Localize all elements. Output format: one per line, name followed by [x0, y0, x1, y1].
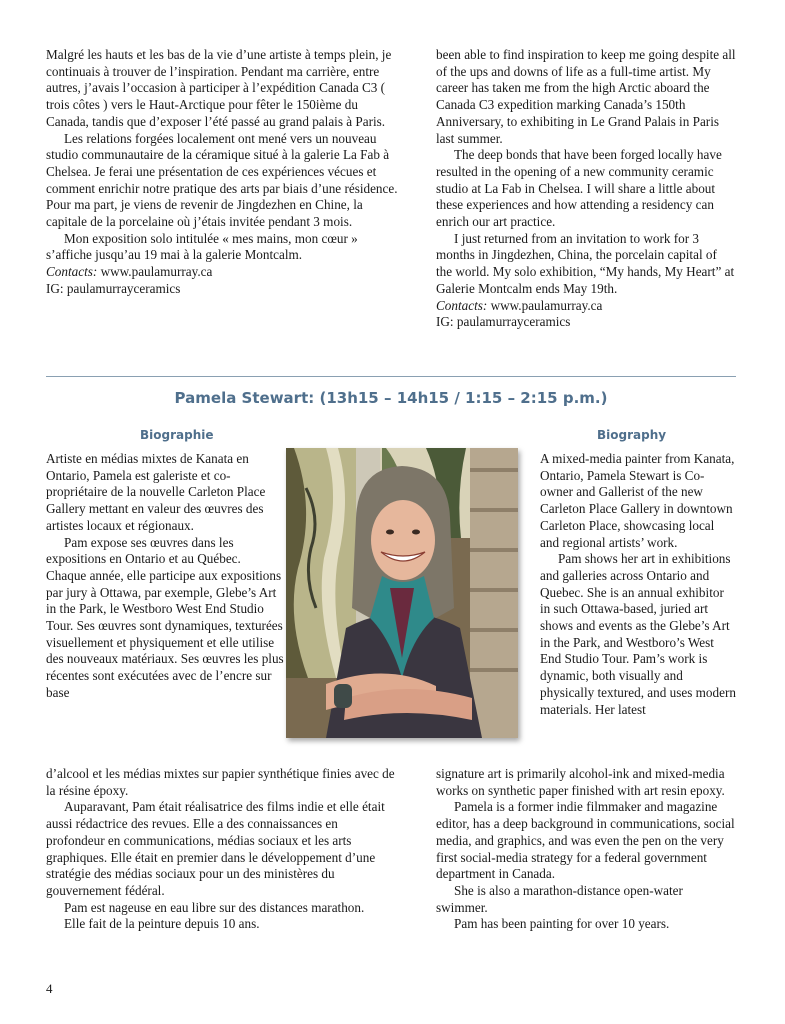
paragraph: Auparavant, Pam était réalisatrice des films indie et elle était aussi rédactrice des revues. Elle a des connaissances en profondeur en communications, médias sociaux et les arts graphiques. Elle était en premier dans le développement d’une stratégie des médias sociaux pour un des ministères du gouvernement fédéral. [46, 799, 385, 898]
paragraph: A mixed-media painter from Kanata, Ontario, Pamela Stewart is Co-owner and Gallerist of the new Carleton Place Gallery in downtown Carleton Place, showcasing local and regional artists’ work. [540, 451, 735, 550]
biography-heading-french: Biographie [140, 428, 214, 442]
paragraph: Pam has been painting for over 10 years. [454, 916, 670, 932]
paragraph: Pamela is a former indie filmmaker and magazine editor, has a deep background in communications, social media, and graphics, and was even the pen on the very first social-media strategy for a federal government department in Canada. [436, 799, 735, 882]
instagram-line: IG: paulamurrayceramics [46, 280, 181, 296]
contacts-link[interactable]: www.paulamurray.ca [490, 297, 603, 313]
paragraph: Pam shows her art in exhibitions and galleries across Ontario and Quebec. She is an annual exhibitor in such Ottawa-based, juried art shows and events as the Glebe’s Art in the Park, and Westboro’s West End Studio Tour. Pam’s work is dynamic, both visually and physically textured, and uses modern materials. Her latest [540, 551, 736, 717]
contacts-line [436, 298, 736, 315]
portrait-illustration [286, 448, 518, 738]
contacts-line [46, 264, 398, 281]
paragraph-continued: signature art is primarily alcohol-ink and mixed-media works on synthetic paper finished with art resin epoxy. [436, 766, 725, 798]
paragraph: Pam expose ses œuvres dans les expositions en Ontario et au Québec. Chaque année, elle participe aux expositions par jury à Ottawa, par exemple, Glebe’s Art in the Park, le Westboro West End Studio Tour. Ses œuvres sont dynamiques, texturées visuellement et physiquement et elle utilise des nouveaux matériaux. Ses œuvres les plus récentes sont exécutées avec de l’encre sur base [46, 534, 284, 700]
section-divider [46, 376, 736, 377]
instagram-line: IG: paulamurrayceramics [436, 314, 571, 330]
paragraph: been able to find inspiration to keep me going despite all of the ups and downs of life as a full-time artist. My career has taken me from the high Arctic aboard the Canada C3 expedition marking Canada’s 150th Anniversary, to exhibiting in Le Grand Palais in Paris last summer. [436, 47, 736, 146]
page-number: 4 [46, 981, 53, 996]
french-bio-wide [46, 766, 396, 933]
paragraph: Pam est nageuse en eau libre sur des distances marathon. [64, 899, 365, 915]
paragraph: Mon exposition solo intitulée « mes mains, mon cœur » s’affiche jusqu’au 19 mai à la galerie Montcalm. [46, 230, 358, 263]
contacts-label: Contacts: [46, 264, 98, 280]
english-bio-wide [436, 766, 736, 933]
top-right-column [436, 47, 736, 331]
paragraph: Elle fait de la peinture depuis 10 ans. [64, 916, 260, 932]
paragraph: I just returned from an invitation to work for 3 months in Jingdezhen, China, the porcelain capital of the world. My solo exhibition, “My hands, My Heart” at Galerie Montcalm ends May 19th. [436, 230, 735, 296]
contacts-label: Contacts: [436, 297, 488, 313]
french-bio-narrow [46, 451, 284, 702]
paragraph: Les relations forgées localement ont mené vers un nouveau studio communautaire de la céramique situé à la galerie La Fab à Chelsea. Je ferai une présentation de ces expériences vécues et comment enrichir notre pratique des arts par biais d’une résidence. Pour ma part, je viens de revenir de Jingdezhen en Chine, la capitale de la porcelaine où j’étais invitée pendant 3 mois. [46, 130, 398, 230]
session-title: Pamela Stewart: (13h15 – 14h15 / 1:15 – 2:15 p.m.) [174, 389, 608, 407]
english-bio-narrow [540, 451, 736, 718]
paragraph: Malgré les hauts et les bas de la vie d’une artiste à temps plein, je continuais à trouver de l’inspiration. Pendant ma carrière, entre autres, j’avais l’occasion à participer à l’expédition Canada C3 ( trois côtes ) vers le Haut-Arctique pour fêter le 150ième du Canada, tandis que d’exposer l’été passé au grand palais à Paris. [46, 47, 392, 129]
paragraph: Artiste en médias mixtes de Kanata en Ontario, Pamela est galeriste et co-propriétaire de la nouvelle Carleton Place Gallery mettant en valeur des œuvres des artistes locaux et régionaux. [46, 451, 266, 533]
top-left-column [46, 47, 398, 298]
contacts-link[interactable]: www.paulamurray.ca [100, 264, 213, 280]
paragraph: The deep bonds that have been forged locally have resulted in the opening of a new community ceramic studio at La Fab in Chelsea. I will share a little about these experiences and how attending a residency can enrich our art practice. [436, 147, 722, 230]
biography-heading-english: Biography [597, 428, 667, 442]
portrait-photo [286, 448, 518, 738]
paragraph-continued: d’alcool et les médias mixtes sur papier synthétique finies avec de la résine époxy. [46, 766, 395, 798]
paragraph: She is also a marathon-distance open-water swimmer. [436, 882, 683, 915]
